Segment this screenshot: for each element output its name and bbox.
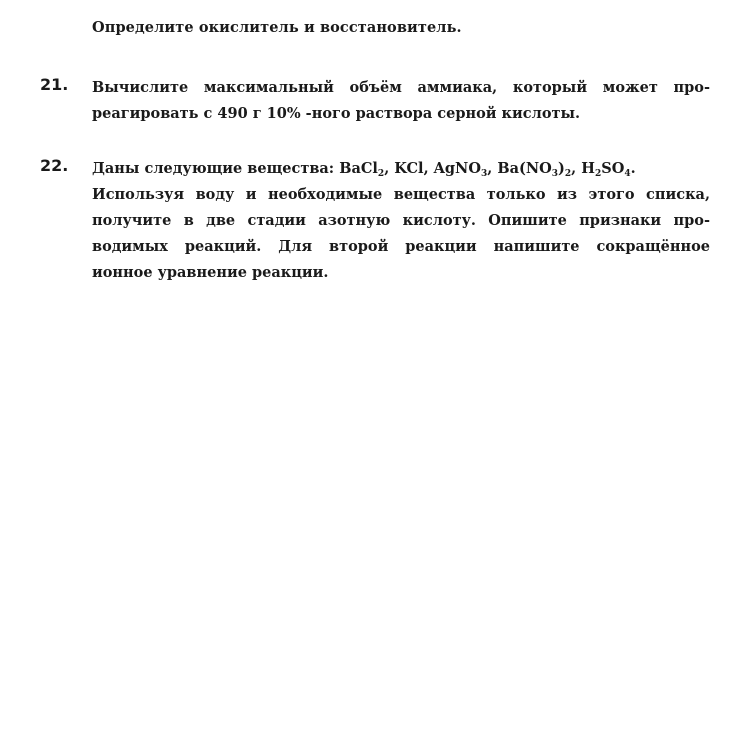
task-text xyxy=(92,156,710,286)
substances-prefix: Даны следующие вещества: xyxy=(92,160,335,177)
task-line: ионное уравнение реакции. xyxy=(92,264,329,281)
task-line: Вычислите максимальный объём аммиака, который может про- xyxy=(92,79,710,96)
task-number: 21. xyxy=(40,75,69,94)
formula-kcl: KCl xyxy=(394,160,424,177)
task-text xyxy=(92,75,710,127)
task-line-substances: Даны следующие вещества: BaCl$_2$, KCl, AgNO$_3$, $Ba(NO_3)_2$, $H_2SO_4$. xyxy=(92,160,636,179)
formula-h2so4: $H_2SO_4$ xyxy=(581,160,631,179)
formula-ba-no3-2: $Ba(NO_3)_2$ xyxy=(497,160,572,179)
task-number: 22. xyxy=(40,156,69,175)
task-line: получите в две стадии азотную кислоту. Опишите признаки про- xyxy=(92,212,710,229)
formula-bacl2: BaCl$_2$ xyxy=(339,160,385,179)
task-line: реагировать с 490 г 10% -ного раствора серной кислоты. xyxy=(92,105,581,122)
task-line: Используя воду и необходимые вещества только из этого списка, xyxy=(92,186,710,203)
formula-agno3: AgNO$_3$ xyxy=(433,160,488,179)
task-line: водимых реакций. Для второй реакции напишите сокращённое xyxy=(92,238,710,255)
intro-instruction: Определите окислитель и восстановитель. xyxy=(92,19,462,36)
cropped-previous-line xyxy=(300,0,500,2)
